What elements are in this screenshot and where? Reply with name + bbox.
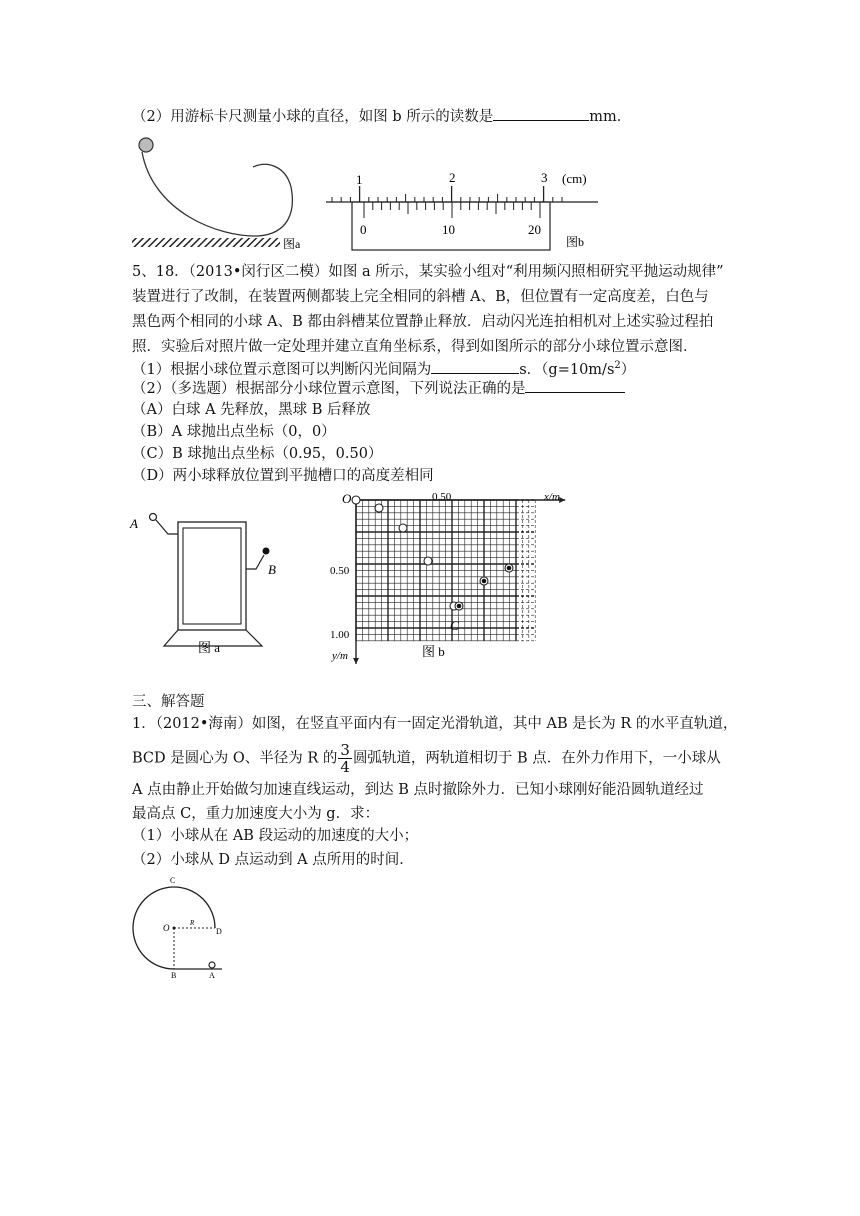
main-tick-3: 3 bbox=[541, 170, 548, 185]
q4-part2-line bbox=[132, 106, 631, 127]
x-axis-label: x/m bbox=[544, 491, 560, 503]
fig-b-label: 图b bbox=[566, 235, 585, 249]
vernier-tick-0: 0 bbox=[360, 222, 367, 237]
white-ball-icon bbox=[150, 514, 157, 521]
label-a: A bbox=[209, 971, 215, 978]
q5-part1-prefix: （1）根据小球位置示意图可以判断闪光间隔为 bbox=[132, 361, 432, 378]
board-inner bbox=[183, 528, 241, 624]
s3-q1-part2: （2）小球从 D 点运动到 A 点所用的时间． bbox=[132, 852, 414, 868]
answer-blank[interactable] bbox=[493, 106, 589, 121]
caliper-figure bbox=[322, 164, 622, 256]
apparatus-figure bbox=[126, 504, 286, 656]
label-d: D bbox=[216, 927, 222, 936]
center-dot bbox=[173, 927, 176, 930]
ball-icon bbox=[209, 962, 215, 968]
fraction-three-quarters bbox=[338, 742, 352, 775]
origin-label: O bbox=[342, 491, 352, 506]
point-c-label: C bbox=[450, 618, 459, 633]
section-title: 三、解答题 bbox=[132, 694, 205, 710]
main-tick-2: 2 bbox=[449, 170, 456, 185]
s3-q1-line2 bbox=[132, 742, 721, 775]
label-a: A bbox=[130, 516, 138, 531]
q5-part2-text: （2）（多选题）根据部分小球位置示意图，下列说法正确的是 bbox=[132, 381, 526, 397]
chute-b bbox=[246, 555, 264, 569]
q5-line2: 装置进行了改制，在装置两侧都装上完全相同的斜槽 A、B，但位置有一定高度差，白色与 bbox=[132, 289, 709, 305]
q5-option-b: （B）A 球抛出点坐标（0，0） bbox=[132, 424, 336, 440]
y-axis-label: y/m bbox=[332, 650, 348, 662]
q5-part1-suffix-b: ） bbox=[620, 361, 636, 378]
q5-line4: 照．实验后对照片做一定处理并建立直角坐标系，得到如图所示的部分小球位置示意图． bbox=[132, 339, 698, 355]
s3-q1-line4: 最高点 C，重力加速度大小为 g．求： bbox=[132, 806, 380, 822]
vernier-tick-10: 10 bbox=[442, 222, 455, 237]
s3-q1-line2-b: 圆弧轨道，两轨道相切于 B 点．在外力作用下，一小球从 bbox=[352, 750, 721, 767]
q5-option-d: （D）两小球释放位置到平抛槽口的高度差相同 bbox=[132, 468, 434, 484]
vernier-tick-20: 20 bbox=[528, 222, 541, 237]
label-b: B bbox=[268, 562, 276, 577]
s3-q1-line3: A 点由静止开始做匀加速直线运动，到达 B 点时撤除外力．已知小球刚好能沿圆轨道经过 bbox=[132, 782, 704, 798]
ground-hatch bbox=[132, 238, 280, 247]
fig-b-caption: 图 b bbox=[422, 644, 445, 659]
main-scale-ticks bbox=[332, 186, 562, 202]
black-ball-icon bbox=[263, 548, 270, 555]
vernier-scale-ticks bbox=[364, 202, 540, 218]
main-tick-1: 1 bbox=[356, 172, 363, 187]
q5-option-c: （C）B 球抛出点坐标（0.95，0.50） bbox=[132, 446, 383, 462]
q4-part2-suffix: mm． bbox=[589, 109, 632, 125]
q5-part2-line bbox=[132, 378, 625, 399]
s3-q1-line1: 1．（2012•海南）如图，在竖直平面内有一固定光滑轨道，其中 AB 是长为 R 的水平直轨道， bbox=[132, 716, 738, 732]
answer-blank[interactable] bbox=[525, 378, 625, 393]
fig-a-label: 图a bbox=[283, 237, 301, 251]
q5-option-a: （A）白球 A 先释放，黑球 B 后释放 bbox=[132, 402, 371, 418]
q5-part1-suffix: s．（g=10m/s bbox=[519, 361, 615, 378]
frac-den: 4 bbox=[340, 758, 350, 776]
x-tick-label: 0.50 bbox=[432, 491, 452, 503]
q5-line3: 黑色两个相同的小球 A、B 都由斜槽某位置静止释放．启动闪光连拍相机对上述实验过程拍 bbox=[132, 314, 714, 330]
label-r: R bbox=[190, 919, 195, 927]
y-tick-label-2: 1.00 bbox=[330, 629, 350, 641]
circle-track-figure bbox=[128, 874, 238, 978]
board-outer bbox=[178, 522, 246, 630]
track-figure bbox=[128, 132, 308, 254]
q5-part1-line bbox=[132, 356, 635, 380]
ball-icon bbox=[139, 138, 153, 152]
label-c: C bbox=[170, 876, 176, 885]
label-o: O bbox=[163, 923, 170, 933]
label-b: B bbox=[171, 971, 177, 978]
fig-a-caption: 图 a bbox=[198, 640, 221, 655]
s3-q1-line2-a: BCD 是圆心为 O、半径为 R 的 bbox=[132, 750, 338, 767]
q5-part1-sup: 2 bbox=[614, 360, 621, 371]
answer-blank[interactable] bbox=[431, 359, 519, 374]
unit-label: (cm) bbox=[562, 171, 587, 186]
s3-q1-part1: （1）小球从在 AB 段运动的加速度的大小； bbox=[132, 828, 419, 844]
q4-part2-prefix: （2）用游标卡尺测量小球的直径，如图 b 所示的读数是 bbox=[132, 109, 494, 125]
q5-line1: 5、18．（2013•闵行区二模）如图 a 所示，某实验小组对“利用频闪照相研究平抛运动规律” bbox=[132, 264, 724, 280]
curved-track bbox=[142, 152, 292, 236]
chute-a bbox=[156, 520, 178, 534]
frac-num: 3 bbox=[340, 741, 350, 759]
grid-figure bbox=[326, 488, 586, 666]
y-tick-label-1: 0.50 bbox=[330, 565, 350, 577]
grid-lines bbox=[353, 497, 565, 664]
